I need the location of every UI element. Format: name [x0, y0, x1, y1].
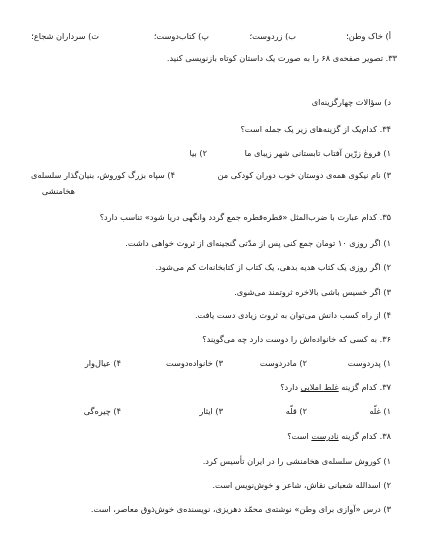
question-38-stem	[287, 431, 391, 442]
question-35-stem: ۳۵. کدام عبارت با ضرب‌المثل «قطره‌قطره جمع گردد وانگهی دریا شود» تناسب دارد؟	[99, 212, 391, 222]
q38-stem-underlined: نادرست	[311, 431, 339, 441]
option-pe: پ) کتاب‌دوست؛	[153, 31, 209, 41]
q37-option-4: ۴) چیره‌گی	[83, 406, 121, 416]
q36-option-1: ۱) پدردوست	[347, 358, 391, 368]
q34-option-1: ۱) فروغ زرّین آفتاب تابستانی شهر زیبای ما	[244, 148, 391, 158]
q35-option-1: ۱) اگر روزی ۱۰ تومان جمع کنی پس از مدّتی گنجینه‌ای از ثروت خواهی داشت.	[125, 238, 391, 248]
q35-option-3: ۳) اگر خسیس باشی بالاخره ثروتمند می‌شوی.	[234, 287, 391, 297]
q37-option-1: ۱) غلّه	[369, 406, 391, 416]
q34-option-4: ۴) سپاه بزرگ کوروش، بنیان‌گذار سلسله‌ی	[30, 170, 175, 180]
q38-option-2: ۲) اسدالله شعبانی نقاش، شاعر و خوش‌نویس است.	[212, 480, 391, 490]
q37-stem-underlined: غلط املایی	[300, 382, 339, 392]
q34-option-4-cont: هخامنشی	[41, 186, 75, 196]
question-37-stem	[280, 382, 391, 393]
q37-option-3: ۳) ایثار	[199, 406, 223, 416]
q35-option-2: ۲) اگر روزی یک کتاب هدیه بدهی، یک کتاب از کتابخانه‌ات کم می‌شود.	[155, 262, 391, 272]
q34-option-3: ۳) نام نیکوی همه‌ی دوستان خوب دوران کودکی من	[217, 170, 391, 180]
question-33: ۳۳. تصویر صفحه‌ی ۶۸ را به صورت یک داستان کوتاه بازنویسی کنید.	[166, 53, 397, 63]
q35-option-4: ۴) از راه کسب دانش می‌توان به ثروت زیادی دست یافت.	[194, 310, 391, 320]
q38-stem-pre: ۳۸. کدام گزینه	[341, 431, 391, 441]
section-heading: د) سؤالات چهارگزینه‌ای	[311, 97, 391, 107]
q37-stem-pre: ۳۷. کدام گزینه	[341, 382, 391, 392]
option-te: ت) سرداران شجاع؛	[31, 31, 99, 41]
q38-option-1: ۱) کوروش سلسله‌ی هخامنشی را در ایران تأسیس کرد.	[202, 456, 391, 466]
question-36-stem: ۳۶. به کسی که خانواده‌اش را دوست دارد چه می‌گویند؟	[202, 334, 391, 344]
option-alef: أ) خاک وطن؛	[346, 31, 391, 41]
q34-option-2: ۲) بیا	[189, 148, 207, 158]
q37-option-2: ۲) قلّه	[285, 406, 307, 416]
q36-option-3: ۳) خانواده‌دوست	[166, 358, 223, 368]
q36-option-2: ۲) مادردوست	[259, 358, 307, 368]
question-34-stem: ۳۴. کدام‌یک از گزینه‌های زیر یک جمله است؟	[240, 124, 391, 134]
q37-stem-post: دارد؟	[280, 382, 299, 392]
q38-option-3: ۳) درس «آوازی برای وطن» نوشته‌ی محمّد دهریزی، نویسنده‌ی خوش‌ذوق معاصر، است.	[90, 504, 391, 514]
option-be: ب) زردوست؛	[249, 31, 296, 41]
q36-option-4: ۴) عیال‌وار	[84, 358, 121, 368]
q38-stem-post: است؟	[287, 431, 309, 441]
